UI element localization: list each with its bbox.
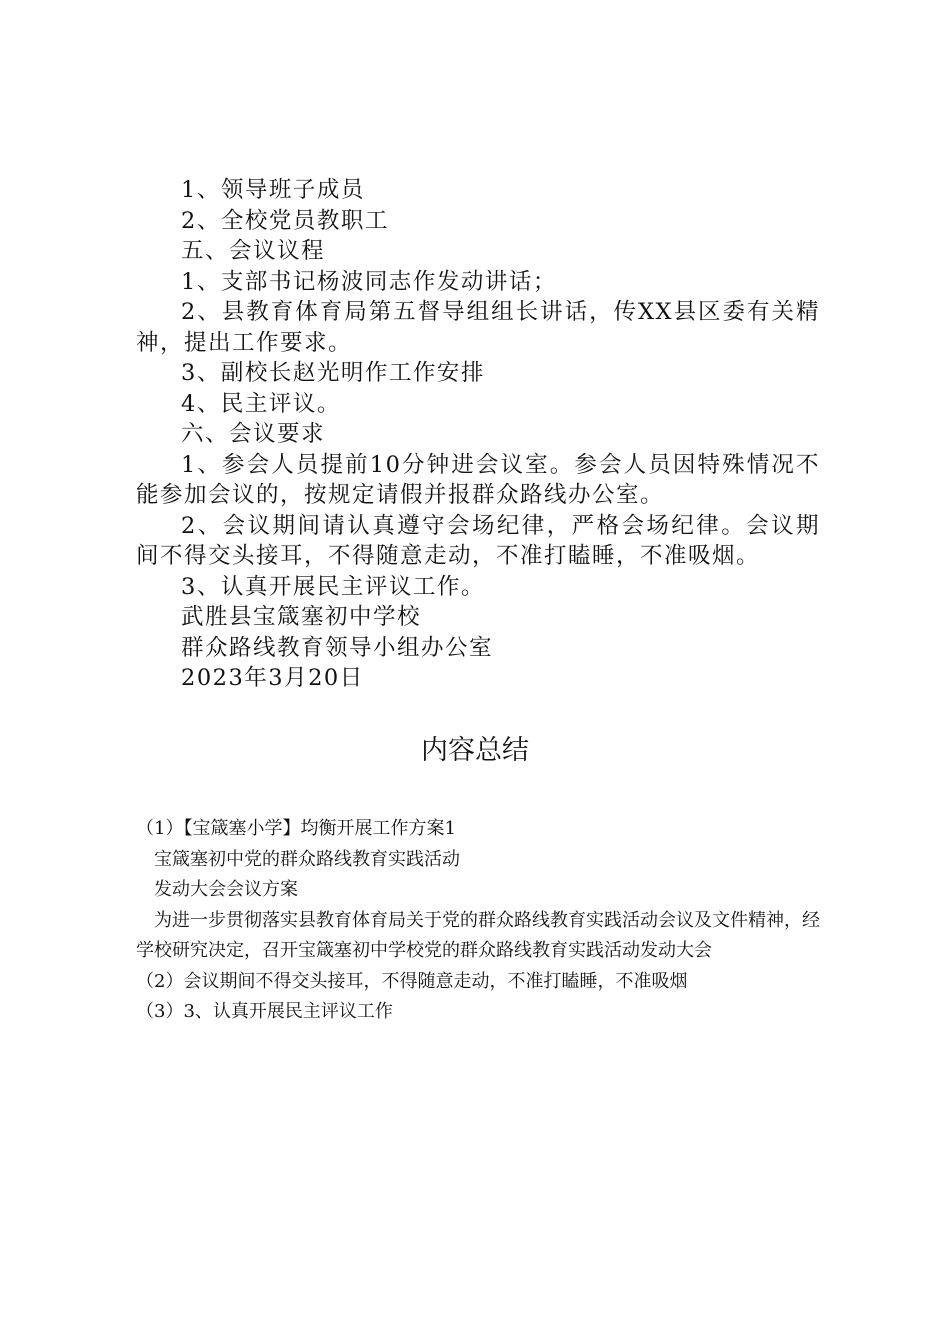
agenda-item-3: 3、副校长赵光明作工作安排 xyxy=(181,360,485,386)
attendee-item-2: 2、全校党员教职工 xyxy=(181,207,389,234)
summary-title: 内容总结 xyxy=(421,735,529,766)
section-heading-requirements: 六、会议要求 xyxy=(181,421,326,447)
signature-school: 武胜县宝箴塞初中学校 xyxy=(181,604,422,630)
summary-item-1-heading: （1）【宝箴塞小学】均衡开展工作方案1 xyxy=(136,818,456,839)
agenda-item-1: 1、支部书记杨波同志作发动讲话； xyxy=(181,268,557,295)
signature-date: 2023年3月20日 xyxy=(181,665,364,691)
summary-section xyxy=(136,814,820,1028)
summary-item-1-line-1: 宝箴塞初中党的群众路线教育实践活动 xyxy=(154,848,460,870)
section-heading-agenda: 五、会议议程 xyxy=(181,238,326,264)
attendee-item-1: 1、领导班子成员 xyxy=(181,177,365,203)
agenda-item-2: 2、县教育体育局第五督导组组长讲话，传XX县区委有关精神，提出工作要求。 xyxy=(136,299,820,356)
document-body xyxy=(136,175,820,694)
agenda-item-4: 4、民主评议。 xyxy=(181,390,341,417)
summary-item-1-line-2: 发动大会会议方案 xyxy=(154,879,298,900)
summary-item-2: （2）会议期间不得交头接耳，不得随意走动，不准打瞌睡，不准吸烟 xyxy=(136,970,688,992)
requirement-item-3: 3、认真开展民主评议工作。 xyxy=(181,573,485,600)
summary-item-3: （3）3、认真开展民主评议工作 xyxy=(136,1001,393,1022)
signature-office: 群众路线教育领导小组办公室 xyxy=(181,634,494,661)
summary-item-1-paragraph: 为进一步贯彻落实县教育体育局关于党的群众路线教育实践活动会议及文件精神，经学校研究决定，召开宝箴塞初中学校党的群众路线教育实践活动发动大会 xyxy=(136,909,820,961)
requirement-item-2: 2、会议期间请认真遵守会场纪律，严格会场纪律。会议期间不得交头接耳，不得随意走动，不准打瞌睡，不准吸烟。 xyxy=(136,512,820,569)
requirement-item-1: 1、参会人员提前10分钟进会议室。参会人员因特殊情况不能参加会议的，按规定请假并报群众路线办公室。 xyxy=(136,451,820,508)
